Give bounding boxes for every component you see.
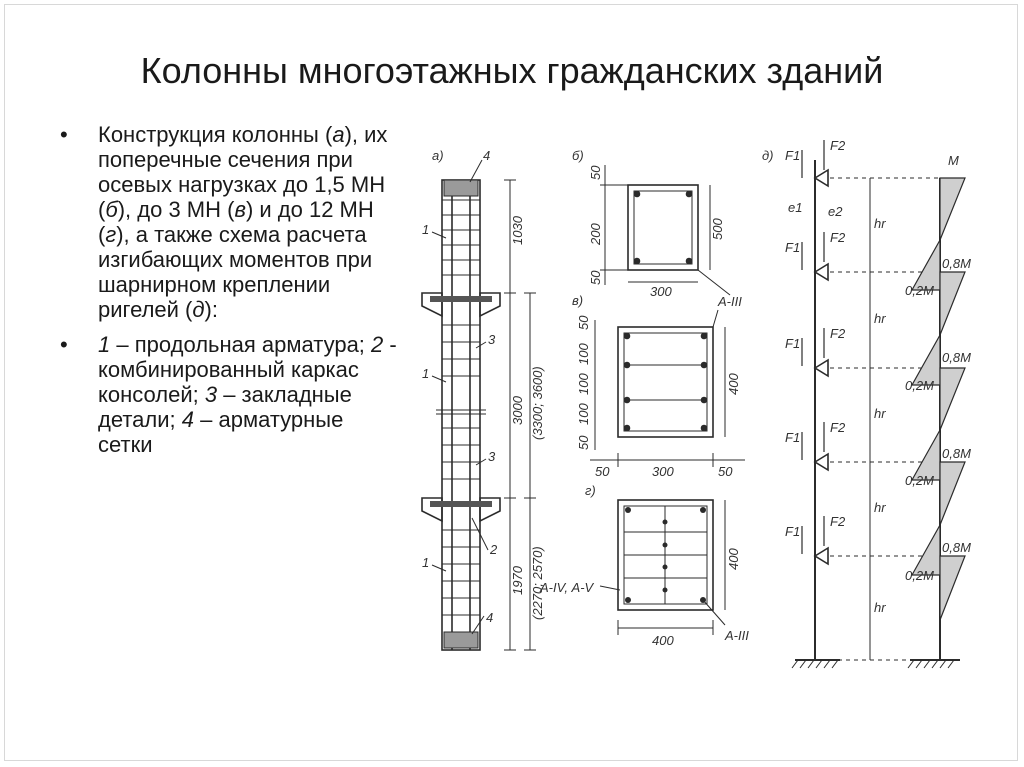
dim-g-400-v: 400 xyxy=(726,548,741,570)
label-f1-3: F1 xyxy=(785,336,801,351)
label-f2-1: F2 xyxy=(830,138,846,153)
text-run: - комбинированный каркас консолей; xyxy=(98,332,397,407)
column-drawing xyxy=(400,120,1020,680)
label-hr-4: hr xyxy=(874,500,886,515)
label-02m-3: 0,2M xyxy=(905,473,934,488)
label-f1-2: F1 xyxy=(785,240,801,255)
bullet-item-description xyxy=(60,122,400,322)
dim-1970: 1970 xyxy=(510,566,525,595)
dim-v-50-bottom: 50 xyxy=(576,435,591,450)
dim-1030: 1030 xyxy=(510,216,525,245)
text-run: ), до 3 МН ( xyxy=(117,197,235,222)
dim-v-100-b: 100 xyxy=(576,373,591,395)
dim-3300: (3300; 3600) xyxy=(530,366,545,440)
dim-2270: (2270; 2570) xyxy=(530,546,545,620)
italic-run: 1 xyxy=(98,332,111,357)
label-num-1-b: 1 xyxy=(422,366,430,381)
label-num-3-b: 3 xyxy=(488,449,496,464)
label-02m-4: 0,2M xyxy=(905,568,934,583)
label-hr-5: hr xyxy=(874,600,886,615)
bullet-icon: • xyxy=(60,122,68,147)
label-f1-1: F1 xyxy=(785,148,801,163)
label-08m-4: 0,8M xyxy=(942,540,971,555)
dim-b-50-bottom: 50 xyxy=(588,270,603,285)
text-run: – арматурные сетки xyxy=(98,407,344,457)
label-num-2: 2 xyxy=(490,542,498,557)
italic-run: д xyxy=(192,297,205,322)
slide-title: Колонны многоэтажных гражданских зданий xyxy=(140,50,884,91)
label-hr-2: hr xyxy=(874,311,886,326)
label-02m-2: 0,2M xyxy=(905,378,934,393)
text-run: – продольная арматура; xyxy=(110,332,372,357)
dim-b-200: 200 xyxy=(588,223,603,245)
bullet-list xyxy=(60,122,400,467)
label-08m-2: 0,8M xyxy=(942,350,971,365)
bullet-item-legend xyxy=(60,332,400,457)
section-g xyxy=(600,500,725,635)
label-hr-1: hr xyxy=(874,216,886,231)
label-f2-5: F2 xyxy=(830,514,846,529)
italic-run: 2 xyxy=(371,332,384,357)
dim-v-50-top: 50 xyxy=(576,315,591,330)
label-d: д) xyxy=(762,148,774,163)
italic-run: а xyxy=(332,122,345,147)
label-g: г) xyxy=(585,483,596,498)
label-m: M xyxy=(948,153,959,168)
label-f1-4: F1 xyxy=(785,430,801,445)
label-steel-a4: А-IV, А-V xyxy=(540,580,594,595)
label-f2-3: F2 xyxy=(830,326,846,341)
bullet-icon: • xyxy=(60,332,68,357)
label-f2-2: F2 xyxy=(830,230,846,245)
dim-g-400-h: 400 xyxy=(652,633,674,648)
bullet-text xyxy=(98,332,397,457)
label-f2-4: F2 xyxy=(830,420,846,435)
dim-b-50-top: 50 xyxy=(588,165,603,180)
dim-v-300: 300 xyxy=(652,464,674,479)
italic-run: б xyxy=(105,197,118,222)
section-v xyxy=(590,310,745,467)
bullet-text xyxy=(98,122,387,322)
text-run: ): xyxy=(204,297,218,322)
label-hr-3: hr xyxy=(874,406,886,421)
text-run: ) и до 12 МН ( xyxy=(98,197,374,247)
label-steel-a3-g: А-III xyxy=(725,628,749,643)
dim-v-100-a: 100 xyxy=(576,343,591,365)
dim-b-500: 500 xyxy=(710,218,725,240)
italic-run: 3 xyxy=(204,382,218,407)
dim-b-300: 300 xyxy=(650,284,672,299)
label-08m-3: 0,8M xyxy=(942,446,971,461)
label-e1: e1 xyxy=(788,200,803,215)
label-e2: e2 xyxy=(828,204,843,219)
label-num-4-top: 4 xyxy=(483,148,491,163)
text-run: ), их поперечные сечения при осевых нагрузках до 1,5 МН ( xyxy=(98,122,388,222)
label-02m-1: 0,2M xyxy=(905,283,934,298)
text-run: – закладные детали; xyxy=(98,382,352,432)
dim-v-400: 400 xyxy=(726,373,741,395)
dim-3000: 3000 xyxy=(510,396,525,425)
dim-v-50-right: 50 xyxy=(718,464,733,479)
label-num-1-a: 1 xyxy=(422,222,430,237)
label-steel-a3-b: А-III xyxy=(718,294,742,309)
italic-run: г xyxy=(105,222,117,247)
italic-run: в xyxy=(234,197,246,222)
text-run: Конструкция колонны ( xyxy=(98,122,333,147)
label-08m-1: 0,8M xyxy=(942,256,971,271)
text-run: ), а также схема расчета изгибающих моментов при шарнирном креплении ригелей ( xyxy=(98,222,373,322)
label-f1-5: F1 xyxy=(785,524,801,539)
label-a: а) xyxy=(432,148,444,163)
dim-v-100-c: 100 xyxy=(576,403,591,425)
italic-run: 4 xyxy=(181,407,195,432)
dim-v-50-left: 50 xyxy=(595,464,610,479)
label-num-3-a: 3 xyxy=(488,332,496,347)
label-b: б) xyxy=(572,148,584,163)
label-num-1-c: 1 xyxy=(422,555,430,570)
label-num-4-bottom: 4 xyxy=(486,610,494,625)
label-v: в) xyxy=(572,293,584,308)
